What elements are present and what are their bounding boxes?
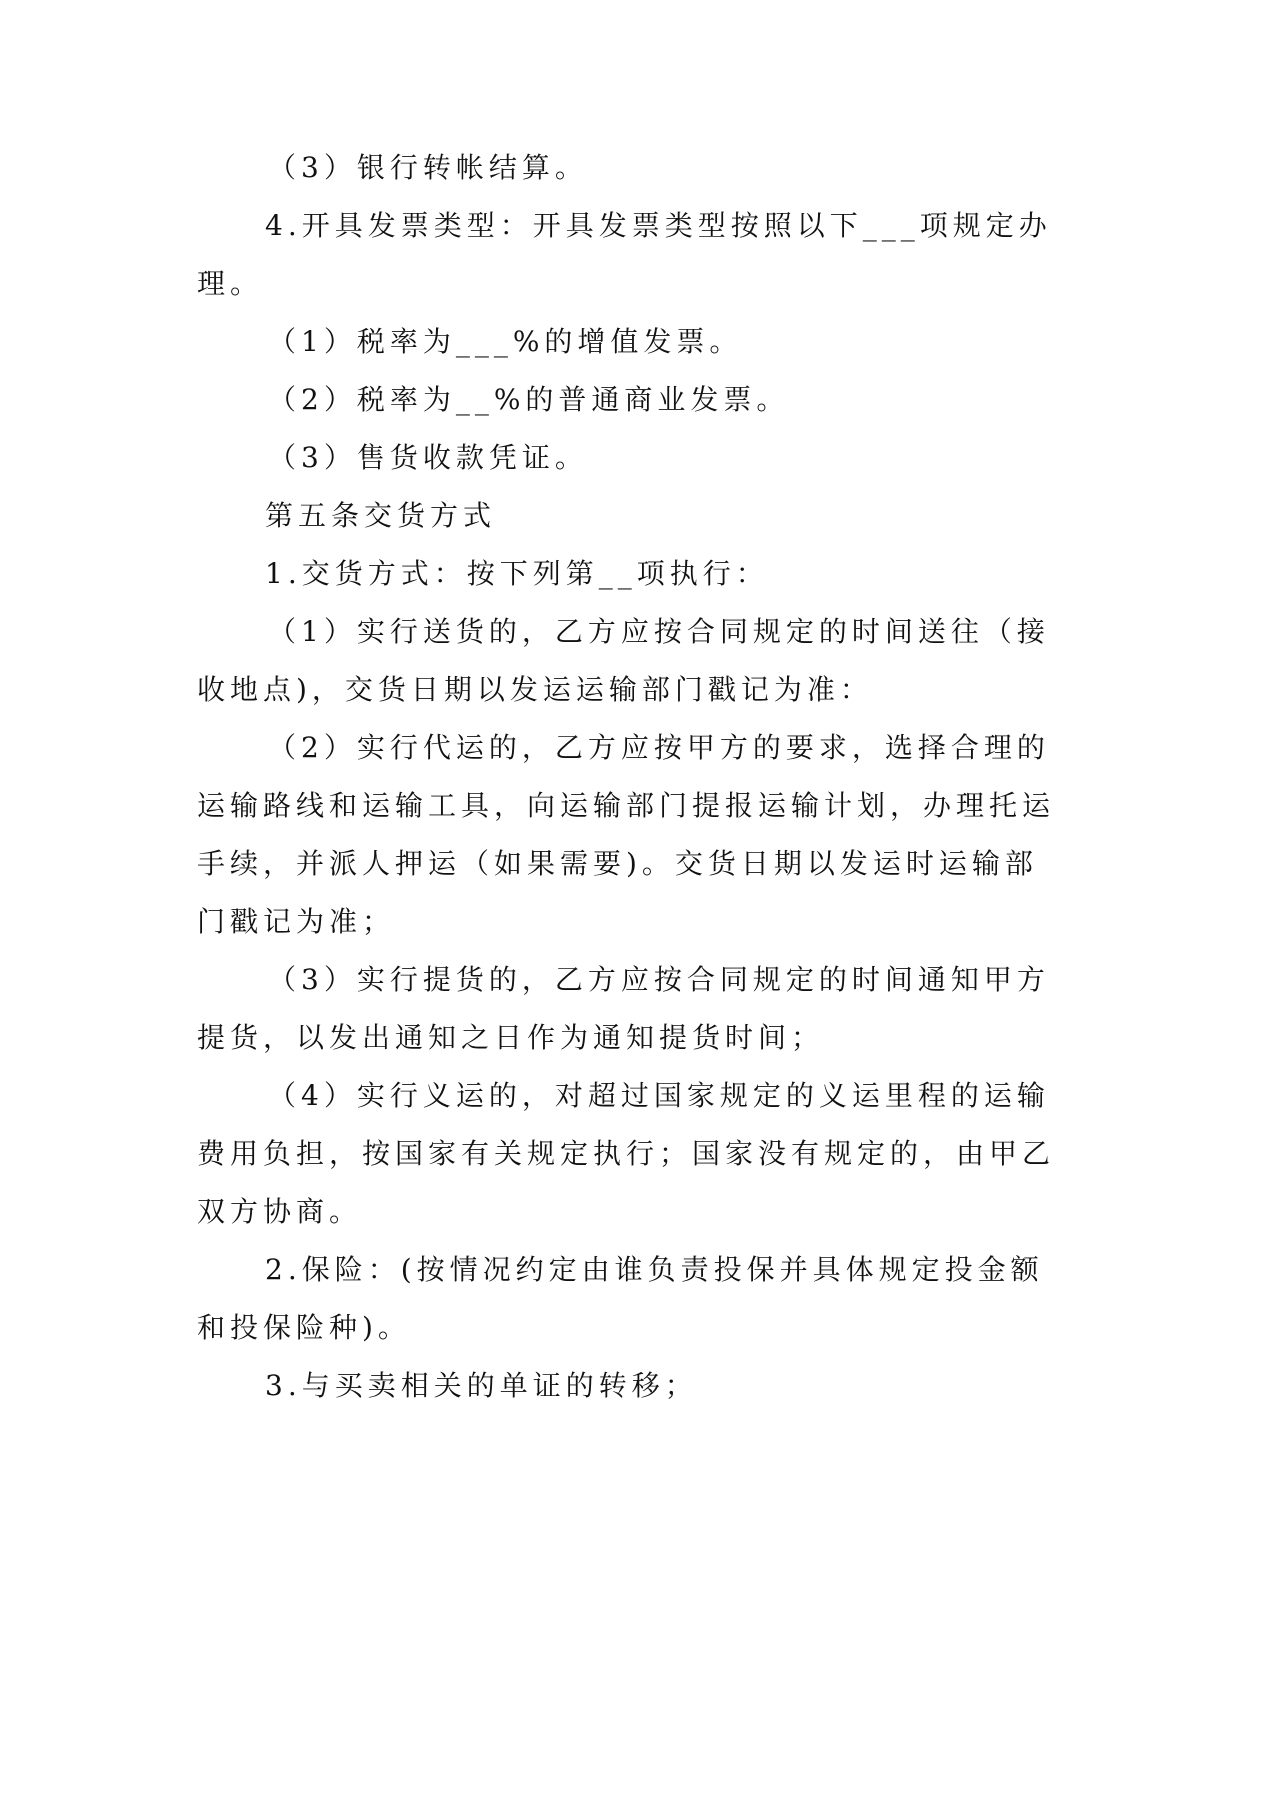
text-line-insurance-cont: 和投保险种)。 (197, 1311, 411, 1344)
text-line-invoice-type: 4.开具发票类型：开具发票类型按照以下___项规定办 (265, 209, 1052, 242)
text-line-delivery-option-2-cont2: 手续，并派人押运（如果需要)。交货日期以发运时运输部 (197, 847, 1038, 880)
text-line-insurance: 2.保险：(按情况约定由谁负责投保并具体规定投金额 (265, 1253, 1044, 1286)
text-line-delivery-option-2-cont3: 门戳记为准； (197, 905, 396, 938)
text-line-delivery-option-1: （1）实行送货的，乙方应按合同规定的时间送往（接 (268, 615, 1050, 648)
text-line-delivery-option-4-cont2: 双方协商。 (197, 1195, 363, 1228)
text-line-delivery-option-2-cont1: 运输路线和运输工具，向运输部门提报运输计划，办理托运 (197, 789, 1056, 822)
text-line-sales-receipt: （3）售货收款凭证。 (268, 441, 588, 474)
text-line-delivery-option-1-cont: 收地点)，交货日期以发运运输部门戳记为准： (197, 673, 873, 706)
text-line-delivery-option-3: （3）实行提货的，乙方应按合同规定的时间通知甲方 (268, 963, 1050, 996)
text-line-invoice-type-cont: 理。 (197, 267, 264, 300)
text-line-delivery-option-4-cont1: 费用负担，按国家有关规定执行；国家没有规定的，由甲乙 (197, 1137, 1056, 1170)
section-heading-article-5: 第五条交货方式 (265, 499, 497, 532)
text-line-delivery-option-2: （2）实行代运的，乙方应按甲方的要求，选择合理的 (268, 731, 1050, 764)
text-line-commercial-invoice: （2）税率为__%的普通商业发票。 (268, 383, 790, 416)
text-line-delivery-method: 1.交货方式：按下列第__项执行： (265, 557, 769, 590)
text-line-payment-bank-transfer: （3）银行转帐结算。 (268, 151, 588, 184)
text-line-vat-invoice: （1）税率为___%的增值发票。 (268, 325, 743, 358)
text-line-document-transfer: 3.与买卖相关的单证的转移； (265, 1369, 698, 1402)
text-line-delivery-option-4: （4）实行义运的，对超过国家规定的义运里程的运输 (268, 1079, 1050, 1112)
text-line-delivery-option-3-cont: 提货，以发出通知之日作为通知提货时间； (197, 1021, 825, 1054)
